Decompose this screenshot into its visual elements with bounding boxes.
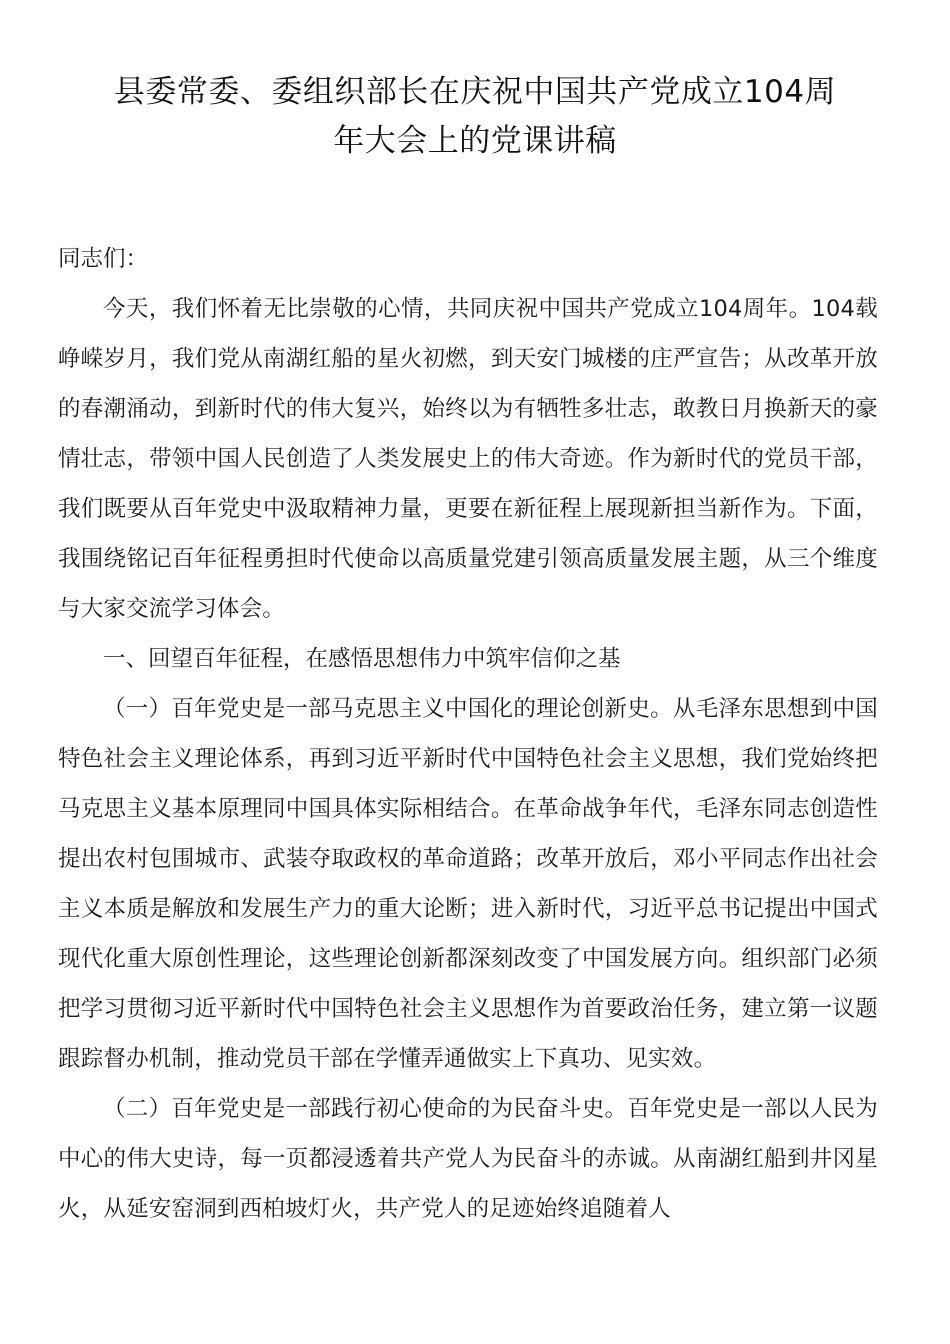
section-1-paragraph-2: （二）百年党史是一部践行初心使命的为民奋斗史。百年党史是一部以人民为中心的伟大史诗，每一页都浸透着共产党人为民奋斗的赤诚。从南湖红船到井冈星火，从延安窑洞到西柏坡灯火，共产党人的足迹始终追随着人: [58, 1096, 878, 1222]
section-1-paragraph-1: （一）百年党史是一部马克思主义中国化的理论创新史。从毛泽东思想到中国特色社会主义理论体系，再到习近平新时代中国特色社会主义思想，我们党始终把马克思主义基本原理同中国具体实际相结合。在革命战争年代，毛泽东同志创造性提出农村包围城市、武装夺取政权的革命道路；改革开放后，邓小平同志作出社会主义本质是解放和发展生产力的重大论断；进入新时代，习近平总书记提出中国式现代化重大原创性理论，这些理论创新都深刻改变了中国发展方向。组织部门必须把学习贯彻习近平新时代中国特色社会主义思想作为首要政治任务，建立第一议题跟踪督办机制，推动党员干部在学懂弄通做实上下真功、见实效。: [58, 696, 878, 1072]
salutation: 同志们：: [58, 246, 149, 272]
title-line-2: 年大会上的党课讲稿: [333, 123, 617, 159]
section-1-heading: 一、回望百年征程，在感悟思想伟力中筑牢信仰之基: [103, 646, 621, 672]
intro-paragraph: 今天，我们怀着无比崇敬的心情，共同庆祝中国共产党成立104周年。104载峥嵘岁月，我们党从南湖红船的星火初燃，到天安门城楼的庄严宣告；从改革开放的春潮涌动，到新时代的伟大复兴，始终以为有牺牲多壮志，敢教日月换新天的豪情壮志，带领中国人民创造了人类发展史上的伟大奇迹。作为新时代的党员干部，我们既要从百年党史中汲取精神力量，更要在新征程上展现新担当新作为。下面，我围绕铭记百年征程勇担时代使命以高质量党建引领高质量发展主题，从三个维度与大家交流学习体会。: [58, 296, 878, 622]
title-line-1: 县委常委、委组织部长在庆祝中国共产党成立104周: [113, 74, 837, 110]
document-title: [58, 68, 892, 166]
